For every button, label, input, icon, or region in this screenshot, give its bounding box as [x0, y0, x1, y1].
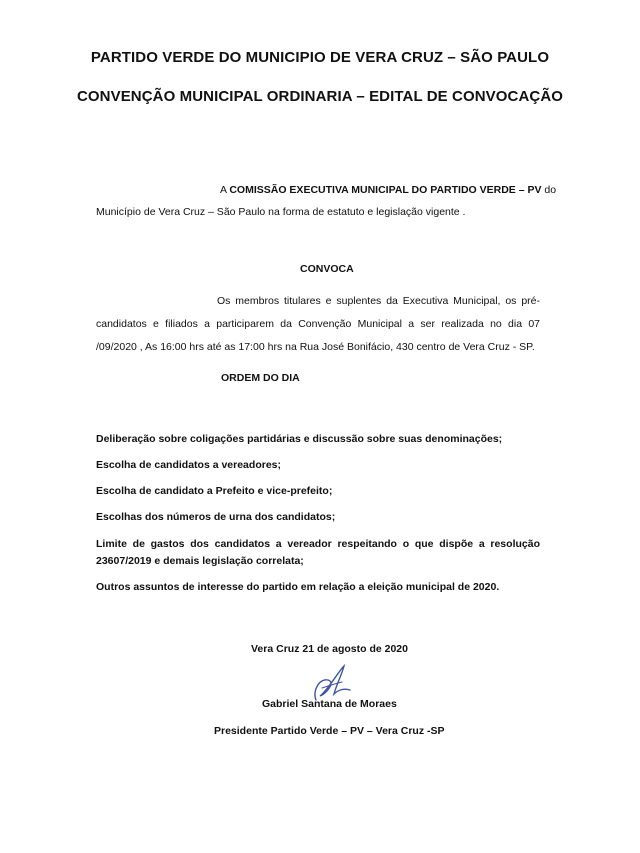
- convoca-line-2: candidatos e filiados a participarem da Convenção Municipal a ser realizada no dia 07: [96, 318, 540, 330]
- intro-suffix: do: [541, 184, 557, 196]
- ordem-heading: ORDEM DO DIA: [221, 372, 300, 384]
- signer-name: Gabriel Santana de Moraes: [262, 698, 397, 710]
- agenda-item: Escolha de candidato a Prefeito e vice-prefeito;: [96, 485, 333, 497]
- intro-line-1: [220, 180, 556, 201]
- document-subtitle: CONVENÇÃO MUNICIPAL ORDINARIA – EDITAL DE CONVOCAÇÃO: [76, 88, 564, 105]
- agenda-list: [96, 432, 540, 606]
- convoca-heading: CONVOCA: [300, 263, 354, 275]
- document-date: Vera Cruz 21 de agosto de 2020: [251, 643, 408, 655]
- convoca-line-1: Os membros titulares e suplentes da Executiva Municipal, os pré-: [217, 295, 540, 307]
- agenda-item: Escolha de candidatos a vereadores;: [96, 459, 281, 471]
- agenda-item: Escolhas dos números de urna dos candidatos;: [96, 511, 336, 523]
- agenda-item: Outros assuntos de interesse do partido em relação a eleição municipal de 2020.: [96, 581, 500, 593]
- agenda-item: Limite de gastos dos candidatos a vereador respeitando o que dispõe a resolução 23607/2019 e demais legislação correlata;: [96, 538, 540, 567]
- intro-prefix: A: [220, 184, 230, 196]
- convoca-line-3: /09/2020 , As 16:00 hrs até as 17:00 hrs na Rua José Bonifácio, 430 centro de Vera Cruz - SP.: [96, 341, 535, 353]
- intro-line-2: Município de Vera Cruz – São Paulo na forma de estatuto e legislação vigente .: [96, 206, 466, 218]
- commission-name: COMISSÃO EXECUTIVA MUNICIPAL DO PARTIDO VERDE – PV: [229, 184, 542, 196]
- document-title: PARTIDO VERDE DO MUNICIPIO DE VERA CRUZ – SÃO PAULO: [90, 49, 550, 66]
- signer-role: Presidente Partido Verde – PV – Vera Cruz -SP: [214, 725, 445, 737]
- agenda-item: Deliberação sobre coligações partidárias e discussão sobre suas denominações;: [96, 433, 503, 445]
